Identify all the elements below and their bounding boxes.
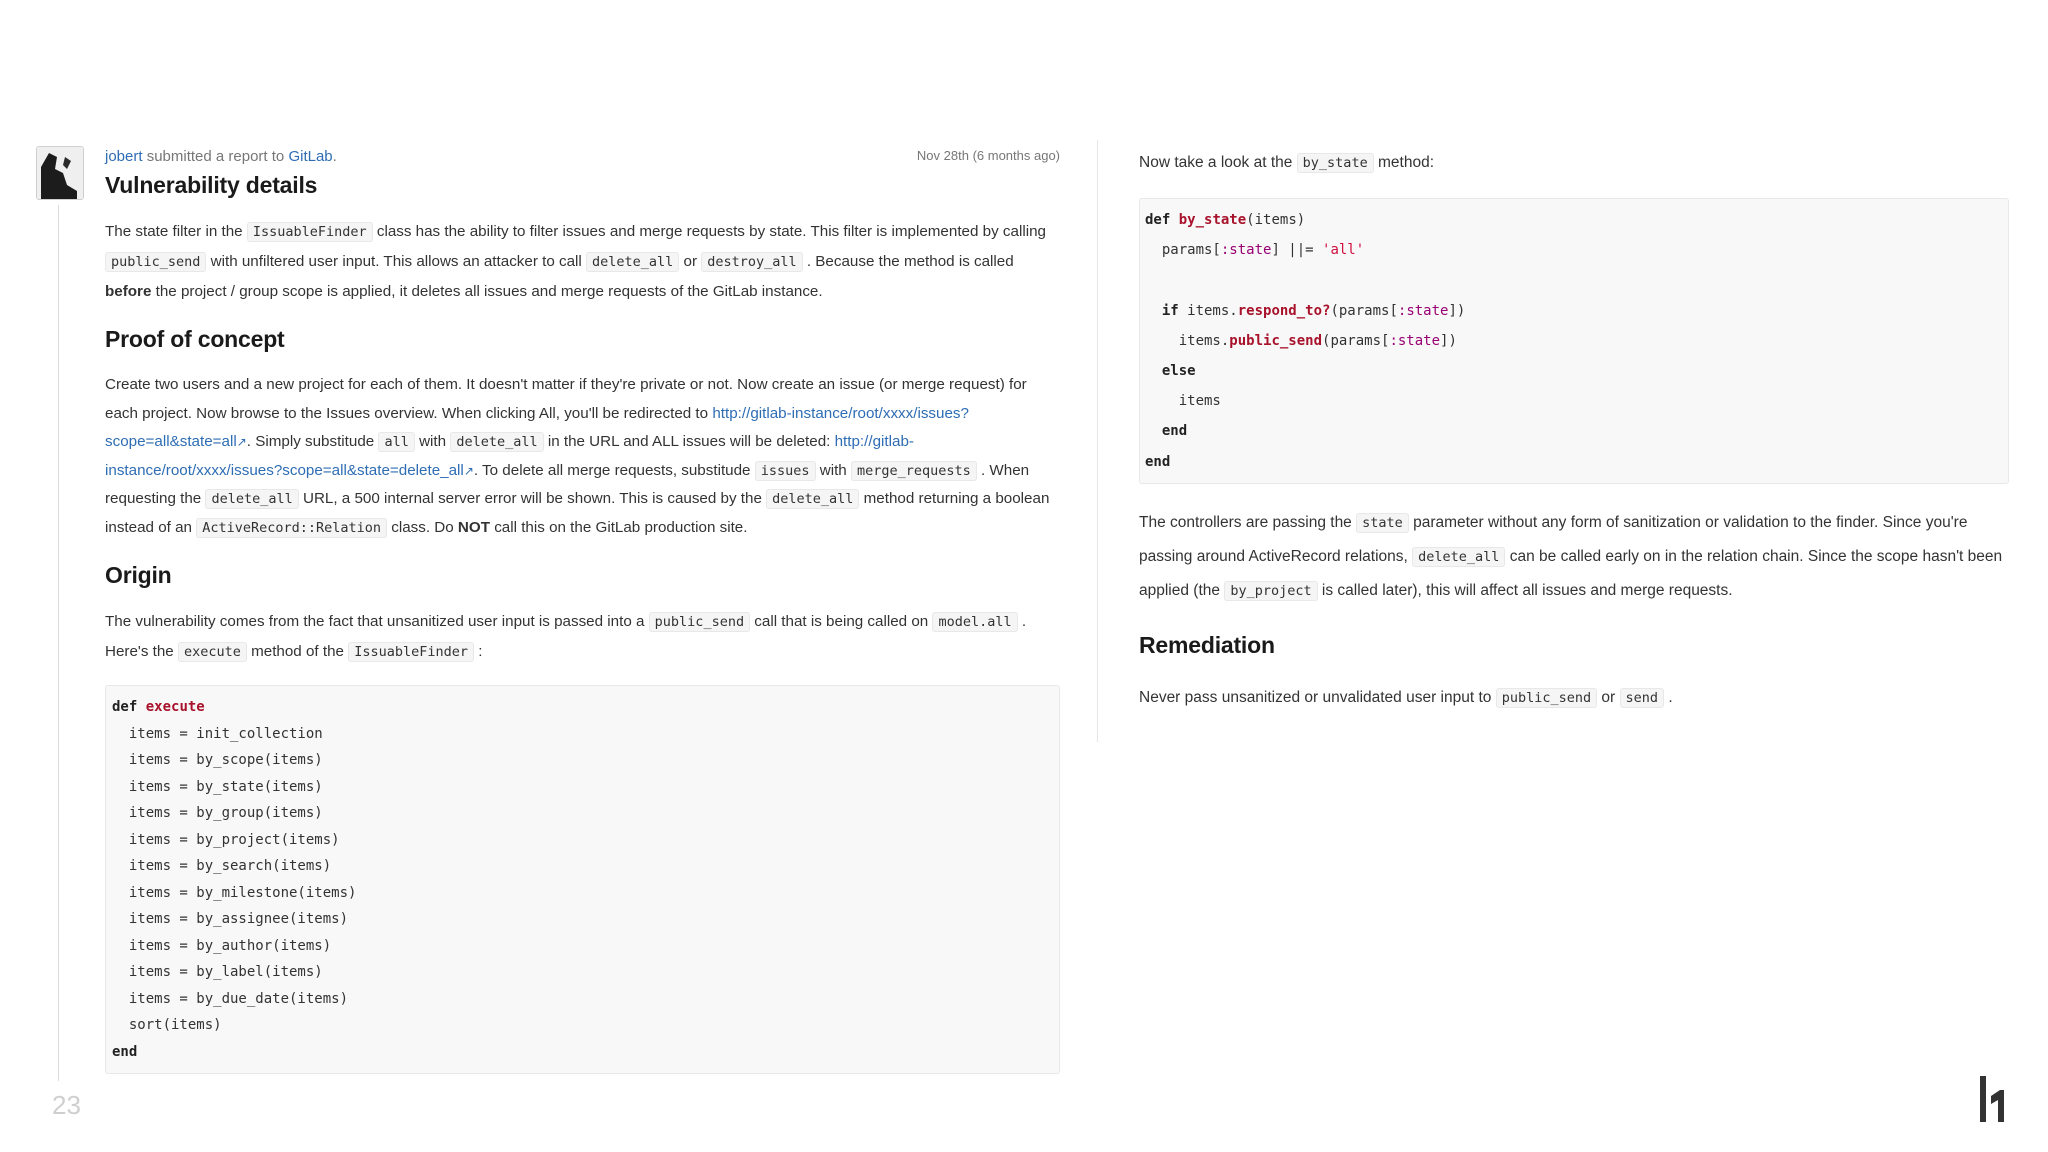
external-link-icon: ↗ bbox=[463, 463, 474, 478]
inline-code: execute bbox=[178, 642, 247, 662]
vulnerability-details-heading: Vulnerability details bbox=[105, 172, 318, 198]
report-left-column bbox=[105, 148, 1060, 1074]
vulnerability-details-paragraph: The state filter in the IssuableFinder class has the ability to filter issues and merge requests by state. This filter is implemented by calling public_send with unfiltered user input. This allows an attacker to call delete_all or destroy_all . Because the method is called before the project / group scope is applied, it deletes all issues and merge requests of the GitLab instance. bbox=[105, 223, 1046, 300]
meta-suffix: . bbox=[332, 148, 337, 165]
poc-link-delete-all[interactable]: http://gitlab-instance/root/xxxx/issues?scope=all&state=delete_all bbox=[105, 433, 914, 479]
inline-code: delete_all bbox=[1412, 547, 1505, 567]
proof-of-concept-heading: Proof of concept bbox=[105, 326, 285, 352]
origin-paragraph: The vulnerability comes from the fact that unsanitized user input is passed into a public_send call that is being called on model.all . Here's the execute method of the IssuableFinder : bbox=[105, 613, 1027, 660]
avatar-image bbox=[37, 147, 83, 199]
inline-code: delete_all bbox=[450, 432, 543, 452]
report-date: Nov 28th (6 months ago) bbox=[916, 148, 1060, 163]
execute-code-block: def execute items = init_collection items = by_scope(items) items = by_state(items) items = by_group(items) items = by_project(items) items = by_search(items) items = by_milestone(items) items = by_assignee(items) items = by_author(items) items = by_label(items) items = by_due_date(items) sort(items) end bbox=[105, 685, 1060, 1074]
by-state-code-block: def by_state(items) params[:state] ||= 'all' if items.respond_to?(params[:state]) items.public_send(params[:state]) else items end end bbox=[1139, 198, 2009, 484]
inline-code: public_send bbox=[105, 252, 206, 272]
inline-code: IssuableFinder bbox=[247, 222, 373, 242]
timeline-line bbox=[58, 205, 59, 1081]
remediation-paragraph: Never pass unsanitized or unvalidated user input to public_send or send . bbox=[1139, 688, 1673, 706]
origin-heading: Origin bbox=[105, 562, 172, 588]
slide-page-number: 23 bbox=[52, 1090, 81, 1120]
inline-code: delete_all bbox=[766, 489, 859, 509]
inline-code: state bbox=[1356, 513, 1409, 533]
inline-code: IssuableFinder bbox=[348, 642, 474, 662]
remediation-heading: Remediation bbox=[1139, 631, 1275, 658]
poc-link-all[interactable]: http://gitlab-instance/root/xxxx/issues?scope=all&state=all bbox=[105, 404, 969, 450]
inline-code: by_state bbox=[1297, 153, 1374, 173]
inline-code: delete_all bbox=[205, 489, 298, 509]
hackerone-logo bbox=[1978, 1076, 2008, 1122]
inline-code: model.all bbox=[932, 612, 1017, 632]
inline-code: merge_requests bbox=[851, 461, 977, 481]
column-divider bbox=[1097, 140, 1098, 742]
report-meta bbox=[105, 148, 1060, 170]
inline-code: all bbox=[378, 432, 414, 452]
inline-code: by_project bbox=[1224, 581, 1317, 601]
controllers-paragraph: The controllers are passing the state parameter without any form of sanitization or validation to the finder. Since you're passing around ActiveRecord relations, delete_all can be called early on in the relation chain. Since the scope hasn't been applied (the by_project is called later), this will affect all issues and merge requests. bbox=[1139, 513, 2003, 599]
inline-code: public_send bbox=[649, 612, 750, 632]
report-right-column bbox=[1139, 146, 2009, 715]
external-link-icon: ↗ bbox=[236, 435, 247, 449]
avatar[interactable] bbox=[36, 146, 84, 200]
inline-code: send bbox=[1620, 688, 1665, 708]
inline-code: ActiveRecord::Relation bbox=[196, 518, 387, 538]
program-link[interactable]: GitLab bbox=[288, 148, 333, 165]
inline-code: public_send bbox=[1496, 688, 1597, 708]
author-link[interactable]: jobert bbox=[105, 148, 143, 165]
proof-of-concept-paragraph: Create two users and a new project for each of them. It doesn't matter if they're private or not. Now create an issue (or merge request) for each project. Now browse to the Issues overview. When clicking All, you'll be redirected to http://gitlab-instance/root/xxxx/issues?scope=all&state=all↗. Simply substitude all with delete_all in the URL and ALL issues will be deleted: http://gitlab-instance/root/xxxx/issues?scope=all&state=delete_all↗. To delete all merge requests, substitude issues with merge_requests . When requesting the delete_all URL, a 500 internal server error will be shown. This is caused by the delete_all method returning a boolean instead of an ActiveRecord::Relation class. Do NOT call this on the GitLab production site. bbox=[105, 376, 1050, 536]
inline-code: issues bbox=[755, 461, 816, 481]
report-action-text: submitted a report to bbox=[142, 148, 289, 165]
by-state-intro: Now take a look at the by_state method: bbox=[1139, 154, 1435, 171]
inline-code: delete_all bbox=[586, 252, 679, 272]
inline-code: destroy_all bbox=[701, 252, 802, 272]
